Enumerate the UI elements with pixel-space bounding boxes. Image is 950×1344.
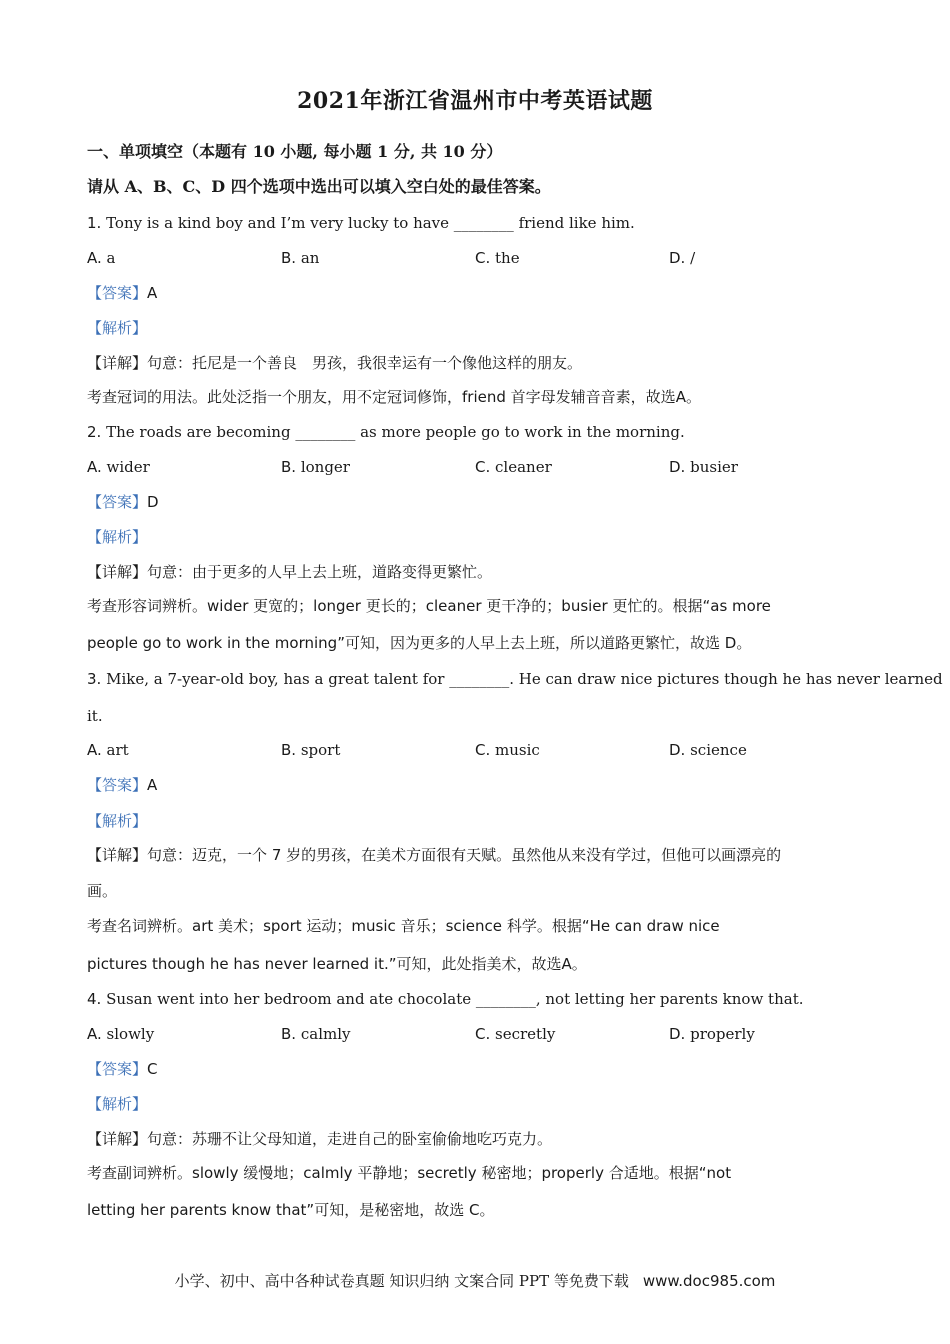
q2-option-d: D. busier bbox=[669, 458, 738, 476]
q1-option-c: C. the bbox=[475, 249, 520, 267]
q3-analysis-label: 【解析】 bbox=[87, 812, 148, 830]
q2-option-b: B. longer bbox=[281, 458, 350, 476]
section-instruction: 请从 A、B、C、D 四个选项中选出可以填入空白处的最佳答案。 bbox=[87, 177, 551, 196]
q3-explanation-line-2: pictures though he has never learned it.”可知，此处指美术，故选A。 bbox=[87, 955, 587, 973]
q4-option-c: C. secretly bbox=[475, 1025, 556, 1043]
q3-detail: 【详解】句意：迈克，一个 7 岁的男孩，在美术方面很有天赋。虽然他从来没有学过，但他可以画漂亮的 bbox=[87, 846, 782, 864]
q4-option-b: B. calmly bbox=[281, 1025, 351, 1043]
q1-option-d: D. / bbox=[669, 249, 696, 267]
section-heading: 一、单项填空（本题有 10 小题, 每小题 1 分, 共 10 分） bbox=[87, 142, 503, 161]
q4-answer: 【答案】C bbox=[87, 1060, 158, 1078]
q4-option-d: D. properly bbox=[669, 1025, 755, 1043]
question-3-stem: 3. Mike, a 7-year-old boy, has a great talent for ________. He can draw nice pictures though he has never learned bbox=[87, 670, 943, 688]
q1-option-a: A. a bbox=[87, 249, 116, 267]
q2-answer: 【答案】D bbox=[87, 493, 159, 511]
q1-answer: 【答案】A bbox=[87, 284, 158, 302]
q3-explanation-line-1: 考查名词辨析。art 美术；sport 运动；music 音乐；science 科学。根据“He can draw nice bbox=[87, 917, 720, 935]
q3-option-b: B. sport bbox=[281, 741, 341, 759]
q4-analysis-label: 【解析】 bbox=[87, 1095, 148, 1113]
question-1-stem: 1. Tony is a kind boy and I’m very lucky to have ________ friend like him. bbox=[87, 214, 635, 232]
footer-url-link[interactable]: www.doc985.com bbox=[642, 1272, 776, 1290]
q4-detail: 【详解】句意：苏珊不让父母知道，走进自己的卧室偷偷地吃巧克力。 bbox=[87, 1130, 553, 1148]
q2-option-a: A. wider bbox=[87, 458, 150, 476]
page-footer bbox=[0, 1270, 950, 1291]
q3-detail-continued: 画。 bbox=[87, 882, 118, 900]
question-3-stem-continued: it. bbox=[87, 707, 103, 725]
q3-option-c: C. music bbox=[475, 741, 540, 759]
question-2-stem: 2. The roads are becoming ________ as more people go to work in the morning. bbox=[87, 423, 685, 441]
q3-option-d: D. science bbox=[669, 741, 747, 759]
q2-option-c: C. cleaner bbox=[475, 458, 552, 476]
q2-explanation-line-2: people go to work in the morning”可知，因为更多的人早上去上班，所以道路更繁忙，故选 D。 bbox=[87, 634, 752, 652]
q4-explanation-line-1: 考查副词辨析。slowly 缓慢地；calmly 平静地；secretly 秘密地；properly 合适地。根据“not bbox=[87, 1164, 732, 1182]
q1-explanation: 考查冠词的用法。此处泛指一个朋友，用不定冠词修饰，friend 首字母发辅音音素，故选A。 bbox=[87, 388, 701, 406]
q1-analysis-label: 【解析】 bbox=[87, 319, 148, 337]
q2-detail: 【详解】句意：由于更多的人早上去上班，道路变得更繁忙。 bbox=[87, 563, 493, 581]
page-title: 2021年浙江省温州市中考英语试题 bbox=[297, 88, 653, 114]
q4-explanation-line-2: letting her parents know that”可知，是秘密地，故选 C。 bbox=[87, 1201, 495, 1219]
q2-explanation-line-1: 考查形容词辨析。wider 更宽的；longer 更长的；cleaner 更干净的；busier 更忙的。根据“as more bbox=[87, 597, 771, 615]
q4-option-a: A. slowly bbox=[87, 1025, 155, 1043]
q2-analysis-label: 【解析】 bbox=[87, 528, 148, 546]
question-4-stem: 4. Susan went into her bedroom and ate chocolate ________, not letting her parents know that. bbox=[87, 990, 804, 1008]
q3-option-a: A. art bbox=[87, 741, 129, 759]
q1-option-b: B. an bbox=[281, 249, 320, 267]
footer-text: 小学、初中、高中各种试卷真题 知识归纳 文案合同 PPT 等免费下载 bbox=[174, 1272, 629, 1290]
q3-answer: 【答案】A bbox=[87, 776, 158, 794]
q1-detail: 【详解】句意：托尼是一个善良 男孩，我很幸运有一个像他这样的朋友。 bbox=[87, 354, 583, 372]
